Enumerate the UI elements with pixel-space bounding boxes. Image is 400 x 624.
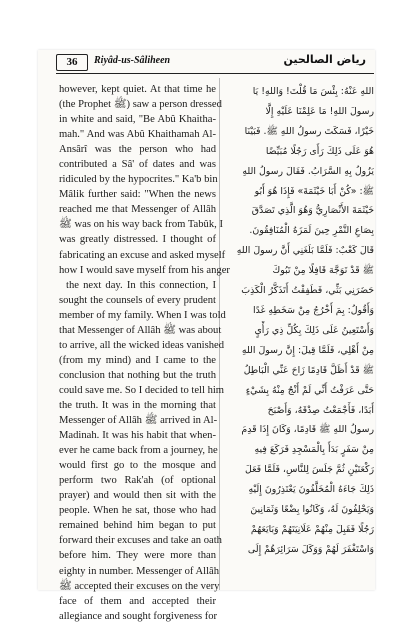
english-text-line: fabricating an excuse and asked myself [59,249,226,261]
running-title: Riyâd-us-Sâliheen [94,55,171,66]
arabic-text-line: مِنْ أَهْلِي، فَلَمَّا قِيلَ: إِنَّ رسولَ اللهِ [241,344,374,356]
english-text-line: mah." And was Abû Khaithamah Al- [59,129,216,141]
english-text-line: Ansârî was the person who had [59,144,216,156]
english-text-line: remained behind him began to put [59,520,216,532]
english-text-line: before him. They were more than [59,550,216,562]
english-text-line: people. When he sat, those who had [59,505,216,517]
arabic-text-line: ﷺ قَدْ أَظَلَّ قَادِمًا زَاحَ عَنِّي الْبَاطِلُ [243,364,374,376]
arabic-text-line: رسولُ اللهِ ﷺ قَادِمًا، وَكَانَ إِذَا قَدِمَ [241,424,374,436]
page-number: 36 [56,54,88,71]
english-text-line: reached me that Messenger of Allâh [59,204,216,216]
arabic-text-line: رَكْعَتَيْنِ ثُمَّ جَلَسَ لِلنَّاسِ، فَلَمَّا فَعَلَ [245,464,374,476]
arabic-text-line: أَبَدًا، فَأَجْمَعْتُ صِدْقَهُ، وَأَصْبَحَ [267,404,374,416]
english-text-line: to arrive, all the wicked ideas vanished [59,339,225,351]
english-text-line: how I would save myself from his anger [59,264,230,276]
english-text-line: conclusion that nothing but the truth [59,369,216,381]
english-text-line: ridiculed by the hypocrites." Ka'b bin [59,174,218,186]
english-text-line: the truth. It was in the morning that [59,399,216,411]
arabic-text-line: وَاسْتَغْفَرَ لَهُمْ وَوَكَلَ سَرَائِرَهُمْ إِلَى [247,543,374,555]
arabic-text-line: حَضَرَنِي بَثِّي، فَطَفِقْتُ أَتَذَكَّرُ الْكَذِبَ [241,285,374,297]
english-text-line: member of my family. When I was told [59,309,226,321]
arabic-text-line: رسولَ اللهِ! مَا عَلِمْنَا عَلَيْهِ إِلَّا [265,105,374,117]
english-text-line: Messenger of Allâh ﷺ arrived in Al- [59,415,218,427]
english-text-line: could save me. So I decided to tell him [59,384,225,396]
english-text-line: (from my mind) and I came to the [59,354,216,366]
english-text-line: ﷺ accepted their excuses on the very [59,580,220,592]
english-text-line: the next day. In this connection, I [66,279,216,291]
english-text-line: forward their excuses and take an oath [59,535,222,547]
arabic-text-line: ذَلِكَ جَاءَهُ الْمُخَلَّفُونَ يَعْتَذِرُونَ إِلَيْهِ [248,484,374,496]
english-text-line: ﷺ was on his way back from Tabûk, I [59,219,223,231]
arabic-text-line: وَأَسْتَعِينُ عَلَى ذَلِكَ بِكُلِّ ذِي رَأْيٍ [254,324,374,336]
arabic-text-line: اللهِ عَنْهُ: بِئْسَ مَا قُلْتَ! وَاللهِ! يَا [252,86,374,97]
arabic-text-line: قَالَ كَعْبٌ: فَلَمَّا بَلَغَنِي أَنَّ رسولَ اللهِ [236,245,374,257]
english-text-line: eighty in number. Messenger of Allâh [59,565,220,577]
english-text-line: was greatly distressed. I thought of [59,234,216,246]
english-text-line: Madinah. It was his habit that when- [59,430,216,442]
english-text-line: contributed a Sâ' of dates and was [59,159,216,171]
arabic-text-line: وَيَحْلِفُونَ لَهُ، وَكَانُوا بِضْعًا وَثَمَانِينَ [250,504,374,516]
arabic-text-line: ﷺ: «كُنْ أَبَا خَيْثَمَةَ» فَإِذَا هُوَ أَبُو [254,185,374,197]
english-text-line: would first go to the mosque and [59,460,216,472]
english-text-line: face of them and accepted their [59,595,216,607]
arabic-text-line: رَجُلًا فَقَبِلَ مِنْهُمْ عَلَانِيَتَهُمْ وَبَايَعَهُمْ [250,523,374,535]
arabic-text-line: بِصَاعِ التَّمْرِ حِينَ لَمَزَهُ الْمُنَافِقُونَ. [249,225,374,237]
english-text-line: in white and said, "Be Abû Khaitha- [59,114,216,126]
english-text-line: (the Prophet ﷺ) saw a person dressed [59,99,222,111]
arabic-text-line: وَأَقُولُ: بِمَ أَخْرُجُ مِنْ سَخَطِهِ غَدًا [252,304,374,316]
english-column [59,82,230,624]
header-rule [56,73,374,74]
arabic-text-line: خَيْرًا، فَسَكَتَ رسولُ اللهِ ﷺ. فَبَيْنَا [244,125,374,137]
arabic-text-line: حَتَّى عَرَفْتُ أَنِّي لَمْ أَنْجُ مِنْهُ بِشَيْءٍ [245,384,374,396]
page-header [56,54,374,70]
english-text-line: allegiance and sought forgiveness for [59,610,218,622]
arabic-text-line: هُوَ عَلَى ذَلِكَ رَأَى رَجُلًا مُبَيِّضًا [265,145,374,157]
english-text-line: that Messenger of Allâh ﷺ was about [59,324,222,336]
arabic-text-line: ﷺ قَدْ تَوَجَّهَ قَافِلًا مِنْ تَبُوكَ [272,265,374,277]
english-text-line: prayer) and would then sit with the [59,490,216,502]
arabic-text-line: يَزُولُ بِهِ السَّرَابُ. فَقَالَ رسولُ اللهِ [242,165,374,177]
english-text-line: sought the counsels of every prudent [59,294,216,306]
english-text-line: perform two Rak'ah (of optional [59,475,216,487]
arabic-running-title: رياض الصالحين [283,53,366,66]
english-text-line: however, kept quiet. At that time he [59,84,216,95]
arabic-text-line: مِنْ سَفَرٍ بَدَأَ بِالْمَسْجِدِ فَرَكَعَ فِيهِ [254,444,374,456]
english-text-line: ever he came back from a journey, he [59,445,218,457]
arabic-text-line: خَيْثَمَةَ الأَنْصَارِيُّ وَهُوَ الَّذِي تَصَدَّقَ [251,205,374,217]
english-text-line: Mâlik further said: "When the news [59,189,216,201]
arabic-column [224,82,374,560]
